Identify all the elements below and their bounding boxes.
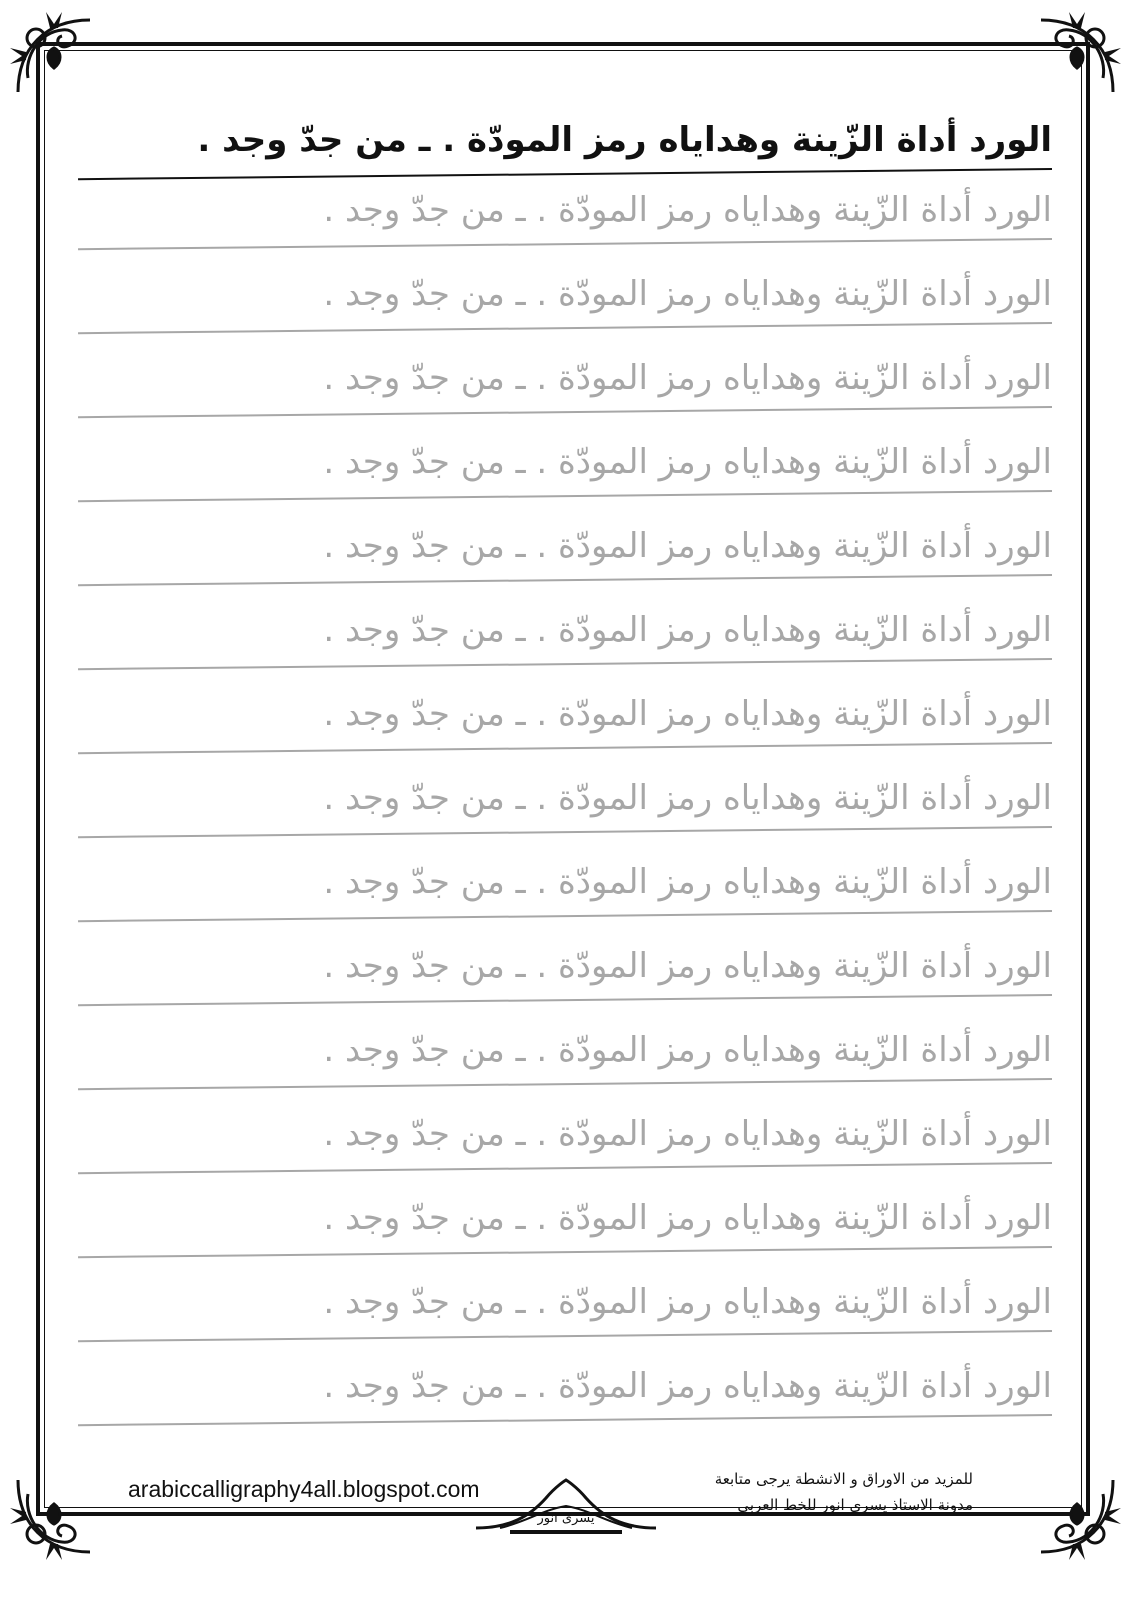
- trace-sentence: الورد أداة الزّينة وهداياه رمز المودّة . ـ من جدّ وجد .: [323, 1282, 1052, 1322]
- trace-line: [78, 272, 1052, 324]
- trace-line: [78, 1280, 1052, 1332]
- trace-sentence: الورد أداة الزّينة وهداياه رمز المودّة . ـ من جدّ وجد .: [323, 862, 1052, 902]
- trace-line: [78, 1364, 1052, 1416]
- trace-sentence: الورد أداة الزّينة وهداياه رمز المودّة . ـ من جدّ وجد .: [323, 1114, 1052, 1154]
- trace-sentence: الورد أداة الزّينة وهداياه رمز المودّة . ـ من جدّ وجد .: [323, 1366, 1052, 1406]
- trace-line: [78, 356, 1052, 408]
- trace-sentence: الورد أداة الزّينة وهداياه رمز المودّة . ـ من جدّ وجد .: [323, 946, 1052, 986]
- trace-sentence: الورد أداة الزّينة وهداياه رمز المودّة . ـ من جدّ وجد .: [323, 778, 1052, 818]
- trace-sentence: الورد أداة الزّينة وهداياه رمز المودّة . ـ من جدّ وجد .: [323, 1198, 1052, 1238]
- trace-line: [78, 440, 1052, 492]
- trace-sentence: الورد أداة الزّينة وهداياه رمز المودّة . ـ من جدّ وجد .: [323, 526, 1052, 566]
- trace-line: [78, 944, 1052, 996]
- trace-line: [78, 1112, 1052, 1164]
- ornament-corner-icon: [6, 1468, 102, 1564]
- footer-note: [715, 1466, 973, 1518]
- emblem-text: يسرى انور: [537, 1511, 595, 1526]
- trace-sentence: الورد أداة الزّينة وهداياه رمز المودّة . ـ من جدّ وجد .: [323, 190, 1052, 230]
- trace-sentence: الورد أداة الزّينة وهداياه رمز المودّة . ـ من جدّ وجد .: [323, 358, 1052, 398]
- trace-sentence: الورد أداة الزّينة وهداياه رمز المودّة . ـ من جدّ وجد .: [323, 442, 1052, 482]
- blog-url[interactable]: arabiccalligraphy4all.blogspot.com: [128, 1476, 480, 1502]
- trace-line: [78, 608, 1052, 660]
- ornament-corner-icon: [1029, 1468, 1125, 1564]
- model-line: [78, 118, 1052, 170]
- trace-line: [78, 524, 1052, 576]
- trace-line: [78, 1028, 1052, 1080]
- calligraphy-emblem-icon: [470, 1476, 662, 1536]
- footer-note-line1: للمزيد من الاوراق و الانشطة يرجى متابعة: [714, 1470, 973, 1488]
- ornament-corner-icon: [1029, 8, 1125, 104]
- ornament-corner-icon: [6, 8, 102, 104]
- trace-line: [78, 1196, 1052, 1248]
- trace-sentence: الورد أداة الزّينة وهداياه رمز المودّة . ـ من جدّ وجد .: [323, 274, 1052, 314]
- trace-sentence: الورد أداة الزّينة وهداياه رمز المودّة . ـ من جدّ وجد .: [323, 1030, 1052, 1070]
- trace-line: [78, 188, 1052, 240]
- footer-note-line2: مدونة الاستاذ يسرى انور للخط العربى: [737, 1496, 973, 1514]
- trace-sentence: الورد أداة الزّينة وهداياه رمز المودّة . ـ من جدّ وجد .: [323, 610, 1052, 650]
- model-sentence: الورد أداة الزّينة وهداياه رمز المودّة . ـ من جدّ وجد .: [197, 120, 1052, 160]
- trace-line: [78, 860, 1052, 912]
- trace-sentence: الورد أداة الزّينة وهداياه رمز المودّة . ـ من جدّ وجد .: [323, 694, 1052, 734]
- trace-line: [78, 692, 1052, 744]
- trace-line: [78, 776, 1052, 828]
